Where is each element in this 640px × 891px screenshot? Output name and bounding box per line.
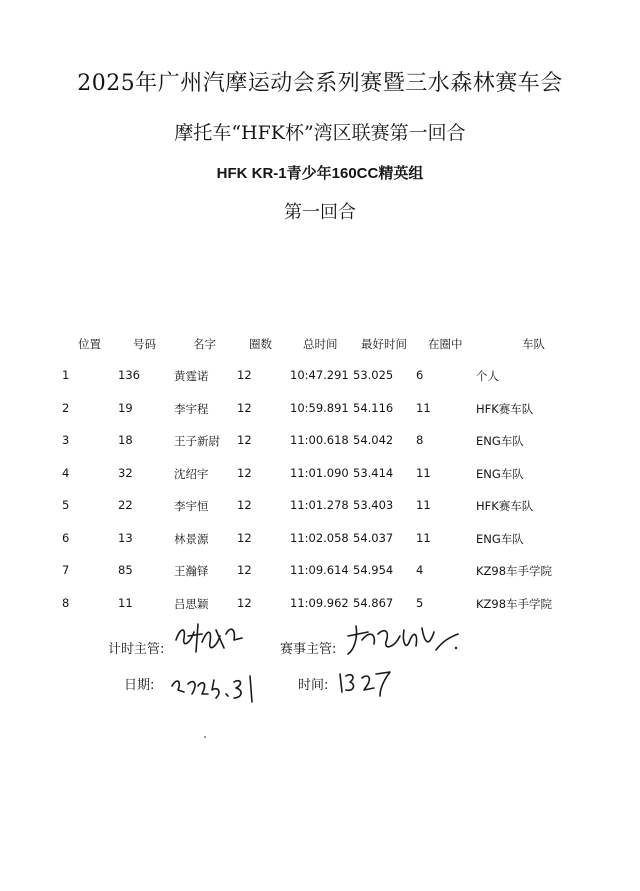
cell-best-lap: 8 (416, 433, 424, 447)
cell-total-time: 11:09.962 (290, 595, 349, 610)
cell-total-time: 10:59.891 (290, 400, 349, 415)
cell-position: 6 (62, 530, 70, 545)
cell-number: 18 (118, 433, 133, 447)
cell-team: 个人 (476, 369, 499, 383)
cell-best-time: 53.025 (353, 368, 394, 382)
cell-laps: 12 (237, 595, 252, 610)
cell-name: 王瀚铎 (174, 564, 209, 578)
cell-name: 王子新尉 (174, 434, 220, 448)
series-subtitle: 摩托车“HFK杯”湾区联赛第一回合 (174, 122, 466, 144)
column-header-position: 位置 (78, 337, 101, 351)
results-table (0, 336, 640, 628)
round-title: 第一回合 (284, 202, 356, 223)
cell-best-lap: 11 (416, 465, 431, 480)
table-row (0, 433, 640, 466)
cell-name: 林景源 (174, 531, 209, 546)
cell-best-time: 54.037 (353, 530, 394, 545)
time-handwritten-value (336, 666, 396, 700)
column-header-team: 车队 (522, 337, 545, 351)
table-row (0, 531, 640, 564)
table-row (0, 498, 640, 531)
cell-name: 吕思颖 (174, 596, 209, 611)
event-manager-signature (344, 620, 464, 660)
cell-team: HFK赛车队 (476, 499, 534, 513)
cell-total-time: 10:47.291 (290, 368, 349, 382)
table-row (0, 563, 640, 596)
table-row (0, 596, 640, 629)
table-header-row (0, 336, 640, 368)
table-row (0, 401, 640, 434)
cell-team: KZ98车手学院 (476, 564, 553, 578)
event-title: 2025年广州汽摩运动会系列赛暨三水森林赛车会 (77, 71, 563, 96)
cell-position: 4 (62, 465, 70, 480)
date-label: 日期: (124, 678, 155, 693)
cell-number: 136 (118, 368, 140, 382)
cell-laps: 12 (237, 433, 252, 447)
cell-total-time: 11:01.278 (290, 498, 349, 512)
timing-manager-label: 计时主管: (108, 642, 165, 657)
cell-total-time: 11:02.058 (290, 530, 349, 545)
cell-number: 19 (118, 400, 133, 415)
cell-best-time: 54.116 (353, 400, 394, 415)
column-header-best-lap: 在圈中 (428, 337, 463, 351)
cell-number: 13 (118, 530, 133, 545)
cell-best-time: 54.867 (353, 595, 394, 610)
cell-name: 李宇程 (174, 401, 209, 416)
cell-best-lap: 5 (416, 595, 424, 610)
cell-position: 2 (62, 400, 70, 415)
cell-position: 3 (62, 433, 70, 447)
cell-laps: 12 (237, 530, 252, 545)
cell-best-lap: 6 (416, 368, 424, 382)
cell-number: 22 (118, 498, 133, 512)
speck (204, 736, 206, 738)
cell-team: HFK赛车队 (476, 401, 534, 416)
cell-team: ENG车队 (476, 531, 524, 546)
cell-total-time: 11:01.090 (290, 465, 349, 480)
cell-name: 黄霆诺 (174, 369, 209, 383)
cell-total-time: 11:09.614 (290, 563, 349, 577)
column-header-best-time: 最好时间 (361, 337, 407, 351)
cell-team: KZ98车手学院 (476, 596, 553, 611)
cell-number: 11 (118, 595, 133, 610)
time-label: 时间: (298, 678, 329, 693)
cell-position: 5 (62, 498, 70, 512)
cell-name: 沈绍宇 (174, 466, 209, 481)
cell-total-time: 11:00.618 (290, 433, 349, 447)
column-header-laps: 圈数 (249, 337, 272, 351)
cell-number: 32 (118, 465, 133, 480)
cell-best-lap: 4 (416, 563, 424, 577)
cell-best-lap: 11 (416, 400, 431, 415)
cell-position: 1 (62, 368, 70, 382)
cell-team: ENG车队 (476, 434, 524, 448)
cell-best-lap: 11 (416, 530, 431, 545)
cell-laps: 12 (237, 498, 252, 512)
column-header-number: 号码 (133, 337, 156, 351)
cell-laps: 12 (237, 465, 252, 480)
date-handwritten-value (168, 670, 264, 706)
cell-laps: 12 (237, 563, 252, 577)
cell-laps: 12 (237, 368, 252, 382)
cell-position: 7 (62, 563, 70, 577)
cell-best-lap: 11 (416, 498, 431, 512)
cell-team: ENG车队 (476, 466, 524, 481)
column-header-name: 名字 (193, 337, 216, 351)
cell-laps: 12 (237, 400, 252, 415)
cell-number: 85 (118, 563, 133, 577)
column-header-total-time: 总时间 (303, 337, 338, 351)
event-manager-label: 赛事主管: (280, 642, 337, 657)
table-row (0, 466, 640, 499)
table-row (0, 368, 640, 401)
timing-manager-signature (172, 618, 246, 658)
category-title: HFK KR-1青少年160CC精英组 (216, 165, 424, 182)
cell-best-time: 54.954 (353, 563, 394, 577)
cell-best-time: 54.042 (353, 433, 394, 447)
cell-best-time: 53.403 (353, 498, 394, 512)
cell-name: 李宇恒 (174, 499, 209, 513)
cell-best-time: 53.414 (353, 465, 394, 480)
cell-position: 8 (62, 595, 70, 610)
